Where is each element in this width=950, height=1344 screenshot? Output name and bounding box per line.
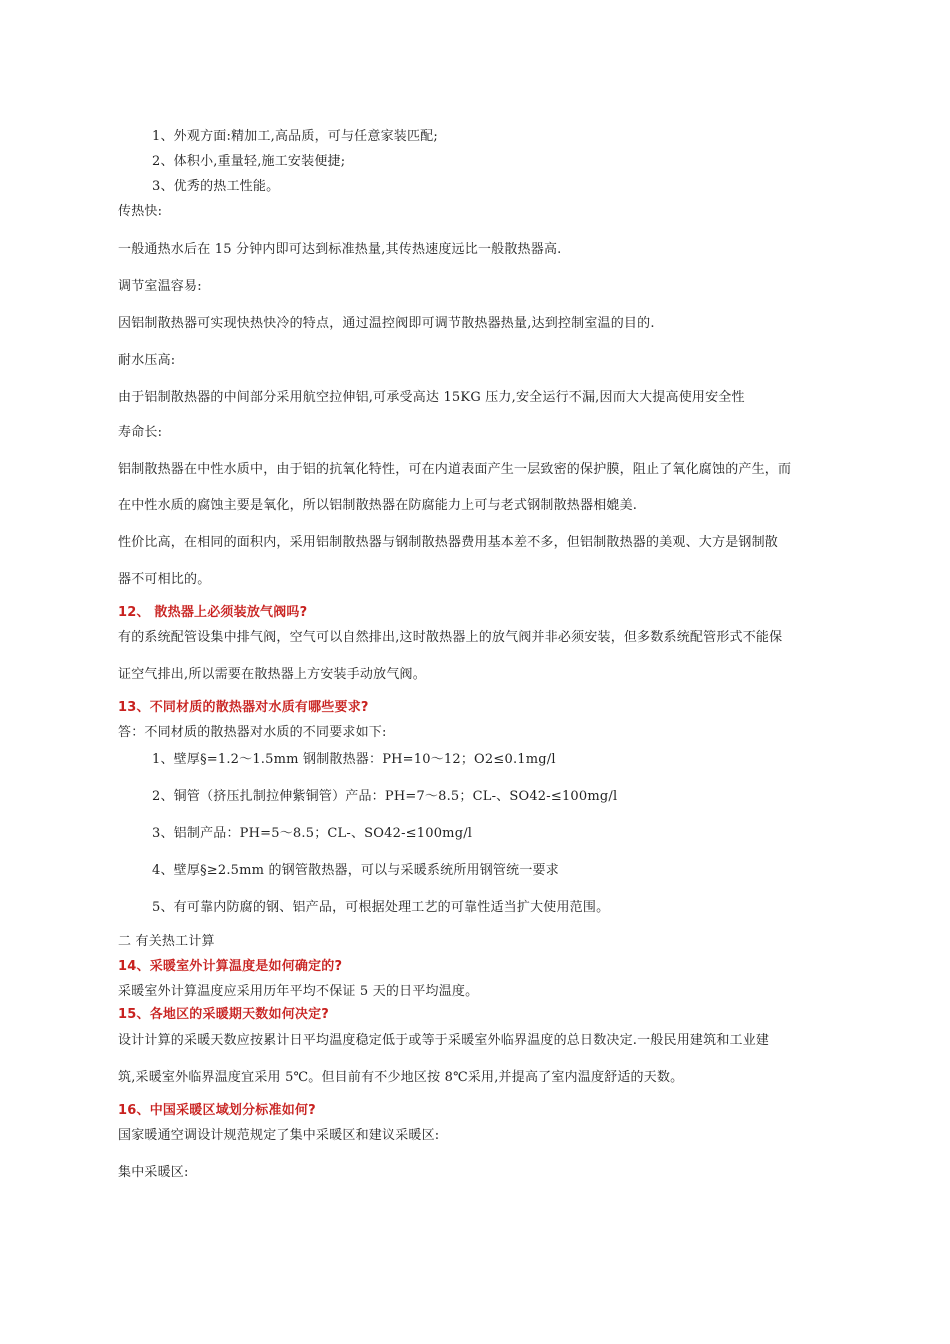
temp-control-heading: 调节室温容易: — [118, 279, 202, 294]
q13-item-2: 2、铜管（挤压扎制拉伸紫铜管）产品：PH=7～8.5；CL-、SO42-≤100mg/l — [152, 789, 618, 804]
q12-title: 12、 散热器上必须装放气阀吗? — [118, 605, 308, 620]
q12-text-line-2: 证空气排出,所以需要在散热器上方安装手动放气阀。 — [118, 667, 426, 682]
q14-title: 14、采暖室外计算温度是如何确定的? — [118, 959, 343, 974]
q16-subheading: 集中采暖区: — [118, 1165, 189, 1180]
advantage-item-3: 3、优秀的热工性能。 — [152, 179, 280, 194]
q16-title: 16、中国采暖区域划分标准如何? — [118, 1103, 316, 1118]
q13-title: 13、不同材质的散热器对水质有哪些要求? — [118, 700, 369, 715]
pressure-heading: 耐水压高: — [118, 353, 176, 368]
q13-item-3: 3、铝制产品：PH=5～8.5；CL-、SO42-≤100mg/l — [152, 826, 473, 841]
value-text-line-1: 性价比高，在相同的面积内，采用铝制散热器与钢制散热器费用基本差不多，但铝制散热器的美观、大方是钢制散 — [118, 535, 779, 550]
temp-control-text: 因铝制散热器可实现快热快冷的特点，通过温控阀即可调节散热器热量,达到控制室温的目的. — [118, 316, 655, 331]
q16-text: 国家暖通空调设计规范规定了集中采暖区和建议采暖区: — [118, 1128, 440, 1143]
lifespan-text-line-1: 铝制散热器在中性水质中，由于铝的抗氧化特性，可在内道表面产生一层致密的保护膜，阻止了氧化腐蚀的产生，而 — [118, 462, 792, 477]
section-2-title: 二 有关热工计算 — [118, 934, 215, 949]
q15-text-line-1: 设计计算的采暖天数应按累计日平均温度稳定低于或等于采暖室外临界温度的总日数决定.一般民用建筑和工业建 — [118, 1033, 770, 1048]
q13-item-4: 4、壁厚§≥2.5mm 的钢管散热器，可以与采暖系统所用钢管统一要求 — [152, 863, 559, 878]
lifespan-text-line-2: 在中性水质的腐蚀主要是氧化，所以铝制散热器在防腐能力上可与老式钢制散热器相媲美. — [118, 498, 638, 513]
q13-item-5: 5、有可靠内防腐的钢、铝产品，可根据处理工艺的可靠性适当扩大使用范围。 — [152, 900, 610, 915]
q15-text-line-2: 筑,采暖室外临界温度宜采用 5℃。但目前有不少地区按 8℃采用,并提高了室内温度舒适的天数。 — [118, 1070, 684, 1085]
lifespan-heading: 寿命长: — [118, 425, 163, 440]
q15-title: 15、各地区的采暖期天数如何决定? — [118, 1007, 330, 1022]
value-text-line-2: 器不可相比的。 — [118, 572, 211, 587]
advantage-item-1: 1、外观方面:精加工,高品质，可与任意家装匹配; — [152, 129, 438, 144]
q14-text: 采暖室外计算温度应采用历年平均不保证 5 天的日平均温度。 — [118, 984, 479, 999]
heat-transfer-heading: 传热快: — [118, 204, 163, 219]
q13-intro: 答：不同材质的散热器对水质的不同要求如下: — [118, 725, 387, 740]
q13-item-1: 1、壁厚§=1.2～1.5mm 钢制散热器：PH=10～12；O2≤0.1mg/l — [152, 752, 556, 767]
q12-text-line-1: 有的系统配管设集中排气阀，空气可以自然排出,这时散热器上的放气阀并非必须安装，但多数系统配管形式不能保 — [118, 630, 783, 645]
advantage-item-2: 2、体积小,重量轻,施工安装便捷; — [152, 154, 346, 169]
pressure-text: 由于铝制散热器的中间部分采用航空拉伸铝,可承受高达 15KG 压力,安全运行不漏,因而大大提高使用安全性 — [118, 390, 745, 405]
heat-transfer-text: 一般通热水后在 15 分钟内即可达到标准热量,其传热速度远比一般散热器高. — [118, 242, 562, 257]
